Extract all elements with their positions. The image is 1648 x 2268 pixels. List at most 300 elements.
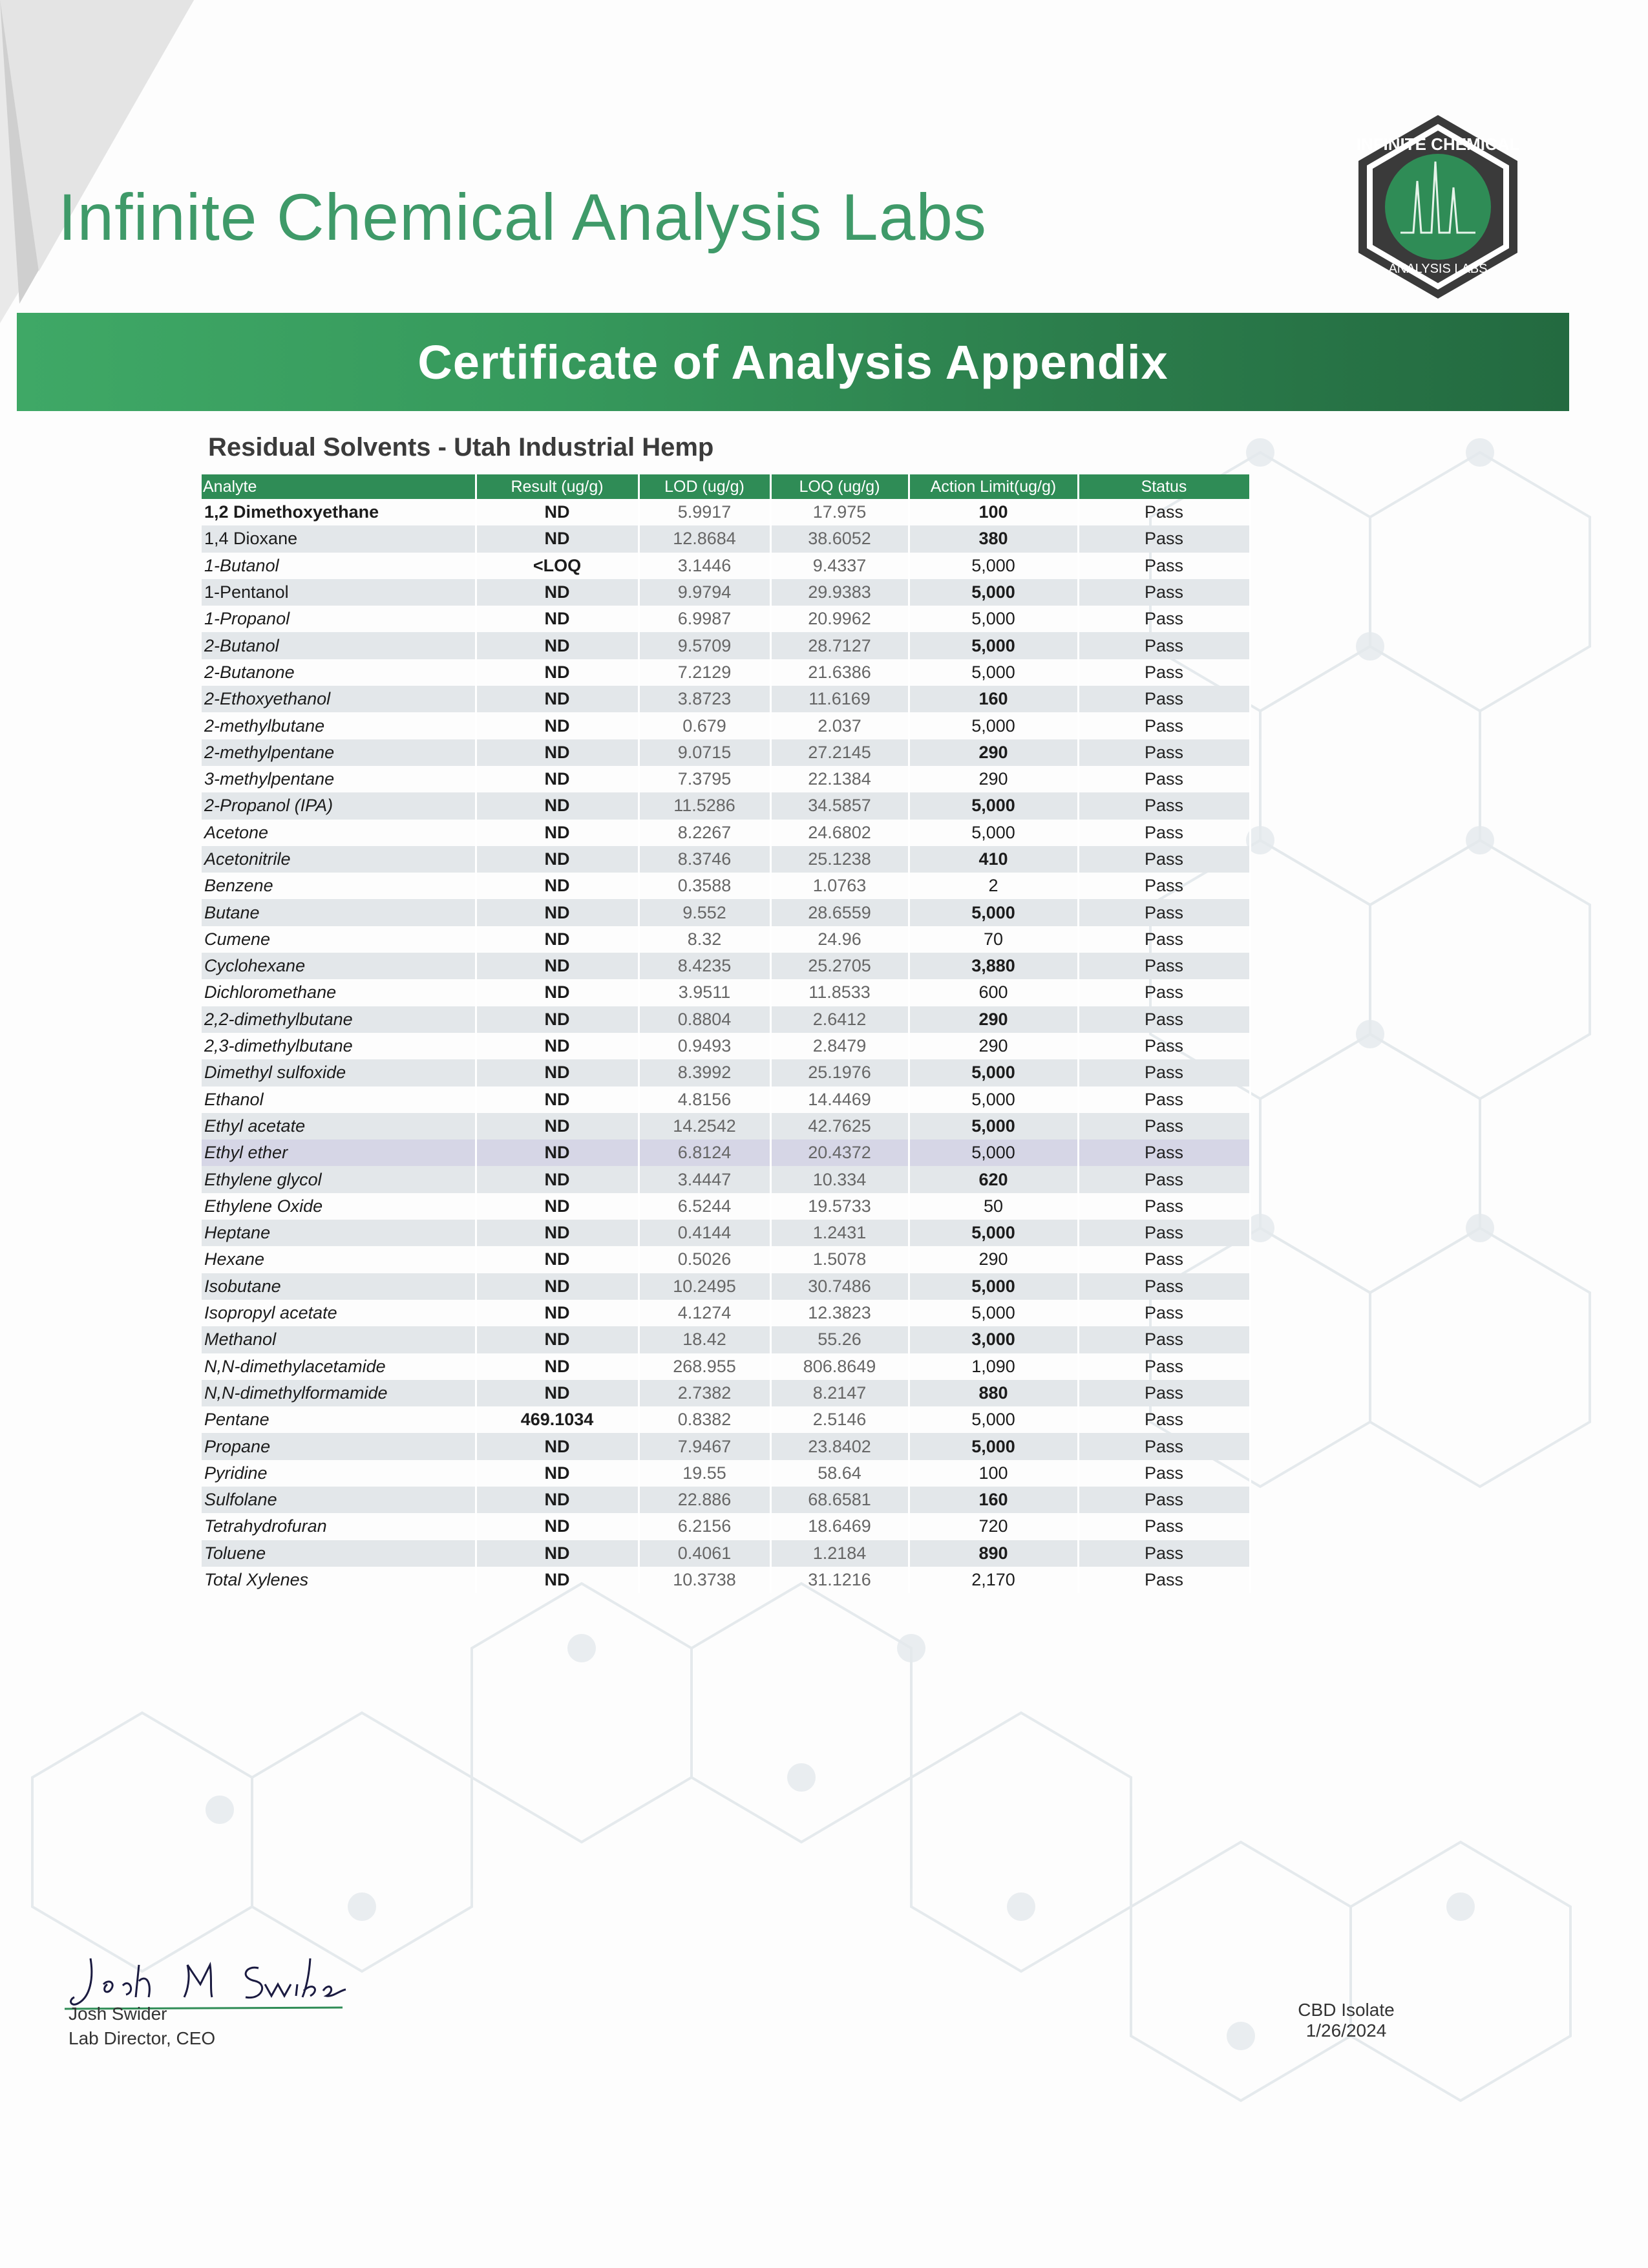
loq-cell: 30.7486	[770, 1273, 909, 1300]
analyte-cell: 1-Propanol	[202, 606, 476, 632]
loq-cell: 1.0763	[770, 873, 909, 899]
lod-cell: 0.3588	[639, 873, 770, 899]
status-cell: Pass	[1078, 579, 1250, 606]
column-header-lod: LOD (ug/g)	[639, 474, 770, 499]
table-row	[202, 1193, 1250, 1220]
result-cell: ND	[476, 632, 639, 659]
lod-cell: 0.4061	[639, 1540, 770, 1567]
action-limit-cell: 5,000	[909, 632, 1078, 659]
action-limit-cell: 5,000	[909, 1113, 1078, 1139]
status-cell: Pass	[1078, 1273, 1250, 1300]
status-cell: Pass	[1078, 926, 1250, 953]
loq-cell: 55.26	[770, 1326, 909, 1353]
column-header-result: Result (ug/g)	[476, 474, 639, 499]
loq-cell: 23.8402	[770, 1433, 909, 1459]
loq-cell: 9.4337	[770, 553, 909, 579]
table-row	[202, 1246, 1250, 1273]
status-cell: Pass	[1078, 659, 1250, 686]
table-row	[202, 525, 1250, 552]
result-cell: ND	[476, 606, 639, 632]
action-limit-cell: 5,000	[909, 1086, 1078, 1113]
result-cell: ND	[476, 739, 639, 766]
action-limit-cell: 620	[909, 1166, 1078, 1192]
lod-cell: 6.2156	[639, 1513, 770, 1540]
action-limit-cell: 5,000	[909, 1059, 1078, 1086]
result-cell: ND	[476, 1433, 639, 1459]
lod-cell: 3.4447	[639, 1166, 770, 1192]
lod-cell: 3.1446	[639, 553, 770, 579]
lod-cell: 8.4235	[639, 953, 770, 979]
lod-cell: 8.2267	[639, 820, 770, 846]
result-cell: ND	[476, 686, 639, 712]
result-cell: ND	[476, 1380, 639, 1406]
analyte-cell: Ethylene glycol	[202, 1166, 476, 1192]
lod-cell: 4.1274	[639, 1300, 770, 1326]
result-cell: ND	[476, 1246, 639, 1273]
loq-cell: 38.6052	[770, 525, 909, 552]
table-row	[202, 1006, 1250, 1033]
loq-cell: 22.1384	[770, 766, 909, 792]
signer-name: Josh Swider	[69, 2004, 167, 2024]
action-limit-cell: 290	[909, 739, 1078, 766]
table-row	[202, 1567, 1250, 1593]
result-cell: ND	[476, 579, 639, 606]
table-header-row	[202, 474, 1250, 499]
status-cell: Pass	[1078, 1540, 1250, 1567]
loq-cell: 27.2145	[770, 739, 909, 766]
status-cell: Pass	[1078, 766, 1250, 792]
status-cell: Pass	[1078, 979, 1250, 1006]
lod-cell: 3.8723	[639, 686, 770, 712]
table-row	[202, 1113, 1250, 1139]
analyte-cell: Ethyl acetate	[202, 1113, 476, 1139]
result-cell: ND	[476, 766, 639, 792]
result-cell: ND	[476, 1540, 639, 1567]
loq-cell: 8.2147	[770, 1380, 909, 1406]
result-cell: ND	[476, 926, 639, 953]
table-row	[202, 1353, 1250, 1380]
action-limit-cell: 3,880	[909, 953, 1078, 979]
result-cell: ND	[476, 792, 639, 819]
lod-cell: 268.955	[639, 1353, 770, 1380]
table-row	[202, 579, 1250, 606]
result-cell: ND	[476, 1113, 639, 1139]
loq-cell: 25.1976	[770, 1059, 909, 1086]
action-limit-cell: 5,000	[909, 1433, 1078, 1459]
lod-cell: 9.552	[639, 899, 770, 926]
table-row	[202, 1380, 1250, 1406]
status-cell: Pass	[1078, 1059, 1250, 1086]
loq-cell: 58.64	[770, 1460, 909, 1487]
table-row	[202, 1300, 1250, 1326]
loq-cell: 25.1238	[770, 846, 909, 873]
loq-cell: 31.1216	[770, 1567, 909, 1593]
loq-cell: 17.975	[770, 499, 909, 525]
table-row	[202, 873, 1250, 899]
status-cell: Pass	[1078, 1246, 1250, 1273]
lod-cell: 18.42	[639, 1326, 770, 1353]
lod-cell: 6.9987	[639, 606, 770, 632]
action-limit-cell: 380	[909, 525, 1078, 552]
table-row	[202, 553, 1250, 579]
lab-name-heading: Infinite Chemical Analysis Labs	[58, 180, 988, 254]
analyte-cell: 2-methylpentane	[202, 739, 476, 766]
result-cell: ND	[476, 1487, 639, 1513]
action-limit-cell: 160	[909, 686, 1078, 712]
loq-cell: 20.4372	[770, 1139, 909, 1166]
table-row	[202, 846, 1250, 873]
lab-logo	[1341, 110, 1535, 304]
loq-cell: 14.4469	[770, 1086, 909, 1113]
lod-cell: 2.7382	[639, 1380, 770, 1406]
analyte-cell: 1-Pentanol	[202, 579, 476, 606]
status-cell: Pass	[1078, 1193, 1250, 1220]
loq-cell: 28.7127	[770, 632, 909, 659]
loq-cell: 2.037	[770, 712, 909, 739]
loq-cell: 25.2705	[770, 953, 909, 979]
logo-text-bottom: ANALYSIS LABS	[1388, 262, 1488, 276]
result-cell: ND	[476, 1006, 639, 1033]
analyte-cell: Benzene	[202, 873, 476, 899]
action-limit-cell: 5,000	[909, 1273, 1078, 1300]
action-limit-cell: 5,000	[909, 820, 1078, 846]
result-cell: ND	[476, 1059, 639, 1086]
residual-solvents-table	[202, 474, 1251, 1593]
loq-cell: 24.6802	[770, 820, 909, 846]
loq-cell: 68.6581	[770, 1487, 909, 1513]
status-cell: Pass	[1078, 1567, 1250, 1593]
analyte-cell: 1-Butanol	[202, 553, 476, 579]
result-cell: ND	[476, 1220, 639, 1246]
action-limit-cell: 5,000	[909, 606, 1078, 632]
status-cell: Pass	[1078, 1166, 1250, 1192]
result-cell: ND	[476, 1139, 639, 1166]
result-cell: ND	[476, 1460, 639, 1487]
lod-cell: 0.8804	[639, 1006, 770, 1033]
loq-cell: 21.6386	[770, 659, 909, 686]
lod-cell: 0.679	[639, 712, 770, 739]
action-limit-cell: 5,000	[909, 1300, 1078, 1326]
analyte-cell: Heptane	[202, 1220, 476, 1246]
status-cell: Pass	[1078, 846, 1250, 873]
analyte-cell: 2,3-dimethylbutane	[202, 1033, 476, 1059]
table-row	[202, 1433, 1250, 1459]
action-limit-cell: 5,000	[909, 1139, 1078, 1166]
status-cell: Pass	[1078, 1300, 1250, 1326]
analyte-cell: Methanol	[202, 1326, 476, 1353]
analyte-cell: 2-Butanone	[202, 659, 476, 686]
lod-cell: 19.55	[639, 1460, 770, 1487]
loq-cell: 20.9962	[770, 606, 909, 632]
status-cell: Pass	[1078, 1460, 1250, 1487]
result-cell: ND	[476, 1086, 639, 1113]
signature-text: Josh M Swider	[65, 1945, 69, 1946]
status-cell: Pass	[1078, 1139, 1250, 1166]
result-cell: ND	[476, 1567, 639, 1593]
lod-cell: 8.3992	[639, 1059, 770, 1086]
lod-cell: 22.886	[639, 1487, 770, 1513]
analyte-cell: Cyclohexane	[202, 953, 476, 979]
table-row	[202, 926, 1250, 953]
result-cell: ND	[476, 873, 639, 899]
lod-cell: 9.9794	[639, 579, 770, 606]
loq-cell: 1.2184	[770, 1540, 909, 1567]
action-limit-cell: 600	[909, 979, 1078, 1006]
analyte-cell: Hexane	[202, 1246, 476, 1273]
result-cell: ND	[476, 1326, 639, 1353]
status-cell: Pass	[1078, 1086, 1250, 1113]
action-limit-cell: 290	[909, 766, 1078, 792]
table-row	[202, 1406, 1250, 1433]
analyte-cell: Pentane	[202, 1406, 476, 1433]
analyte-cell: Butane	[202, 899, 476, 926]
action-limit-cell: 100	[909, 1460, 1078, 1487]
status-cell: Pass	[1078, 820, 1250, 846]
sample-name: CBD Isolate	[1298, 2000, 1395, 2020]
result-cell: ND	[476, 712, 639, 739]
table-row	[202, 820, 1250, 846]
analyte-cell: 3-methylpentane	[202, 766, 476, 792]
column-header-action-limit: Action Limit(ug/g)	[909, 474, 1078, 499]
action-limit-cell: 50	[909, 1193, 1078, 1220]
status-cell: Pass	[1078, 1406, 1250, 1433]
action-limit-cell: 2	[909, 873, 1078, 899]
action-limit-cell: 5,000	[909, 899, 1078, 926]
table-row	[202, 766, 1250, 792]
lod-cell: 12.8684	[639, 525, 770, 552]
action-limit-cell: 290	[909, 1033, 1078, 1059]
result-cell: ND	[476, 979, 639, 1006]
result-cell: ND	[476, 846, 639, 873]
table-row	[202, 792, 1250, 819]
result-cell: ND	[476, 1033, 639, 1059]
loq-cell: 28.6559	[770, 899, 909, 926]
lod-cell: 6.8124	[639, 1139, 770, 1166]
status-cell: Pass	[1078, 1487, 1250, 1513]
loq-cell: 29.9383	[770, 579, 909, 606]
analyte-cell: 2-Propanol (IPA)	[202, 792, 476, 819]
status-cell: Pass	[1078, 606, 1250, 632]
status-cell: Pass	[1078, 525, 1250, 552]
result-cell: ND	[476, 1300, 639, 1326]
status-cell: Pass	[1078, 1033, 1250, 1059]
signer-role: Lab Director, CEO	[69, 2028, 216, 2048]
status-cell: Pass	[1078, 712, 1250, 739]
analyte-cell: Sulfolane	[202, 1487, 476, 1513]
analyte-cell: 2-methylbutane	[202, 712, 476, 739]
status-cell: Pass	[1078, 1006, 1250, 1033]
lod-cell: 10.2495	[639, 1273, 770, 1300]
loq-cell: 19.5733	[770, 1193, 909, 1220]
loq-cell: 10.334	[770, 1166, 909, 1192]
table-row	[202, 659, 1250, 686]
loq-cell: 24.96	[770, 926, 909, 953]
column-header-status: Status	[1078, 474, 1250, 499]
lod-cell: 9.5709	[639, 632, 770, 659]
analyte-cell: 2-Butanol	[202, 632, 476, 659]
analyte-cell: Tetrahydrofuran	[202, 1513, 476, 1540]
analyte-cell: Isopropyl acetate	[202, 1300, 476, 1326]
sample-info	[1298, 2000, 1395, 2041]
table-row	[202, 1540, 1250, 1567]
action-limit-cell: 5,000	[909, 579, 1078, 606]
status-cell: Pass	[1078, 1353, 1250, 1380]
action-limit-cell: 5,000	[909, 659, 1078, 686]
status-cell: Pass	[1078, 792, 1250, 819]
status-cell: Pass	[1078, 1220, 1250, 1246]
action-limit-cell: 3,000	[909, 1326, 1078, 1353]
lod-cell: 10.3738	[639, 1567, 770, 1593]
lod-cell: 0.9493	[639, 1033, 770, 1059]
result-cell: ND	[476, 525, 639, 552]
lod-cell: 14.2542	[639, 1113, 770, 1139]
analyte-cell: Total Xylenes	[202, 1567, 476, 1593]
loq-cell: 11.6169	[770, 686, 909, 712]
action-limit-cell: 880	[909, 1380, 1078, 1406]
result-cell: ND	[476, 1166, 639, 1192]
status-cell: Pass	[1078, 632, 1250, 659]
analyte-cell: N,N-dimethylacetamide	[202, 1353, 476, 1380]
table-row	[202, 1460, 1250, 1487]
action-limit-cell: 70	[909, 926, 1078, 953]
status-cell: Pass	[1078, 553, 1250, 579]
action-limit-cell: 5,000	[909, 792, 1078, 819]
lod-cell: 7.2129	[639, 659, 770, 686]
table-row	[202, 1033, 1250, 1059]
table-row	[202, 1139, 1250, 1166]
lod-cell: 0.5026	[639, 1246, 770, 1273]
result-cell: 469.1034	[476, 1406, 639, 1433]
logo-text-top: INFINITE CHEMICAL	[1356, 134, 1520, 154]
analyte-cell: Ethyl ether	[202, 1139, 476, 1166]
lod-cell: 0.4144	[639, 1220, 770, 1246]
action-limit-cell: 290	[909, 1246, 1078, 1273]
status-cell: Pass	[1078, 953, 1250, 979]
analyte-cell: 1,4 Dioxane	[202, 525, 476, 552]
analyte-cell: Toluene	[202, 1540, 476, 1567]
loq-cell: 2.5146	[770, 1406, 909, 1433]
table-row	[202, 1086, 1250, 1113]
result-cell: ND	[476, 499, 639, 525]
action-limit-cell: 2,170	[909, 1567, 1078, 1593]
action-limit-cell: 5,000	[909, 553, 1078, 579]
lod-cell: 8.32	[639, 926, 770, 953]
loq-cell: 42.7625	[770, 1113, 909, 1139]
lod-cell: 9.0715	[639, 739, 770, 766]
result-cell: ND	[476, 953, 639, 979]
table-row	[202, 953, 1250, 979]
analyte-cell: Isobutane	[202, 1273, 476, 1300]
status-cell: Pass	[1078, 1380, 1250, 1406]
action-limit-cell: 890	[909, 1540, 1078, 1567]
action-limit-cell: 5,000	[909, 712, 1078, 739]
analyte-cell: 2,2-dimethylbutane	[202, 1006, 476, 1033]
action-limit-cell: 5,000	[909, 1406, 1078, 1433]
action-limit-cell: 100	[909, 499, 1078, 525]
result-cell: ND	[476, 899, 639, 926]
analyte-cell: Dichloromethane	[202, 979, 476, 1006]
result-cell: ND	[476, 1353, 639, 1380]
lod-cell: 3.9511	[639, 979, 770, 1006]
result-cell: <LOQ	[476, 553, 639, 579]
action-limit-cell: 5,000	[909, 1220, 1078, 1246]
analyte-cell: Dimethyl sulfoxide	[202, 1059, 476, 1086]
loq-cell: 12.3823	[770, 1300, 909, 1326]
analyte-cell: Propane	[202, 1433, 476, 1459]
loq-cell: 18.6469	[770, 1513, 909, 1540]
action-limit-cell: 720	[909, 1513, 1078, 1540]
analyte-cell: Acetone	[202, 820, 476, 846]
table-row	[202, 979, 1250, 1006]
certificate-banner	[17, 313, 1569, 411]
section-title: Residual Solvents - Utah Industrial Hemp	[208, 433, 714, 461]
action-limit-cell: 1,090	[909, 1353, 1078, 1380]
loq-cell: 806.8649	[770, 1353, 909, 1380]
status-cell: Pass	[1078, 739, 1250, 766]
analyte-cell: Ethanol	[202, 1086, 476, 1113]
status-cell: Pass	[1078, 1326, 1250, 1353]
status-cell: Pass	[1078, 1433, 1250, 1459]
lod-cell: 6.5244	[639, 1193, 770, 1220]
loq-cell: 2.8479	[770, 1033, 909, 1059]
table-row	[202, 499, 1250, 525]
action-limit-cell: 160	[909, 1487, 1078, 1513]
lod-cell: 5.9917	[639, 499, 770, 525]
analyte-cell: 2-Ethoxyethanol	[202, 686, 476, 712]
status-cell: Pass	[1078, 1113, 1250, 1139]
status-cell: Pass	[1078, 1513, 1250, 1540]
result-cell: ND	[476, 1273, 639, 1300]
result-cell: ND	[476, 1193, 639, 1220]
lod-cell: 4.8156	[639, 1086, 770, 1113]
table-row	[202, 899, 1250, 926]
loq-cell: 1.2431	[770, 1220, 909, 1246]
analyte-cell: Pyridine	[202, 1460, 476, 1487]
table-row	[202, 1326, 1250, 1353]
table-row	[202, 606, 1250, 632]
loq-cell: 2.6412	[770, 1006, 909, 1033]
column-header-loq: LOQ (ug/g)	[770, 474, 909, 499]
table-row	[202, 1487, 1250, 1513]
folded-corner	[0, 0, 194, 323]
analyte-cell: Cumene	[202, 926, 476, 953]
analyte-cell: Acetonitrile	[202, 846, 476, 873]
loq-cell: 1.5078	[770, 1246, 909, 1273]
result-cell: ND	[476, 1513, 639, 1540]
status-cell: Pass	[1078, 499, 1250, 525]
table-row	[202, 686, 1250, 712]
banner-title: Certificate of Analysis Appendix	[417, 335, 1168, 389]
table-row	[202, 739, 1250, 766]
table-row	[202, 712, 1250, 739]
action-limit-cell: 410	[909, 846, 1078, 873]
sample-date: 1/26/2024	[1305, 2020, 1387, 2040]
analyte-cell: 1,2 Dimethoxyethane	[202, 499, 476, 525]
table-row	[202, 1513, 1250, 1540]
table-row	[202, 1059, 1250, 1086]
table-row	[202, 1273, 1250, 1300]
status-cell: Pass	[1078, 899, 1250, 926]
analyte-cell: N,N-dimethylformamide	[202, 1380, 476, 1406]
loq-cell: 34.5857	[770, 792, 909, 819]
result-cell: ND	[476, 659, 639, 686]
lod-cell: 8.3746	[639, 846, 770, 873]
lod-cell: 11.5286	[639, 792, 770, 819]
table-row	[202, 1220, 1250, 1246]
status-cell: Pass	[1078, 686, 1250, 712]
result-cell: ND	[476, 820, 639, 846]
table-row	[202, 1166, 1250, 1192]
